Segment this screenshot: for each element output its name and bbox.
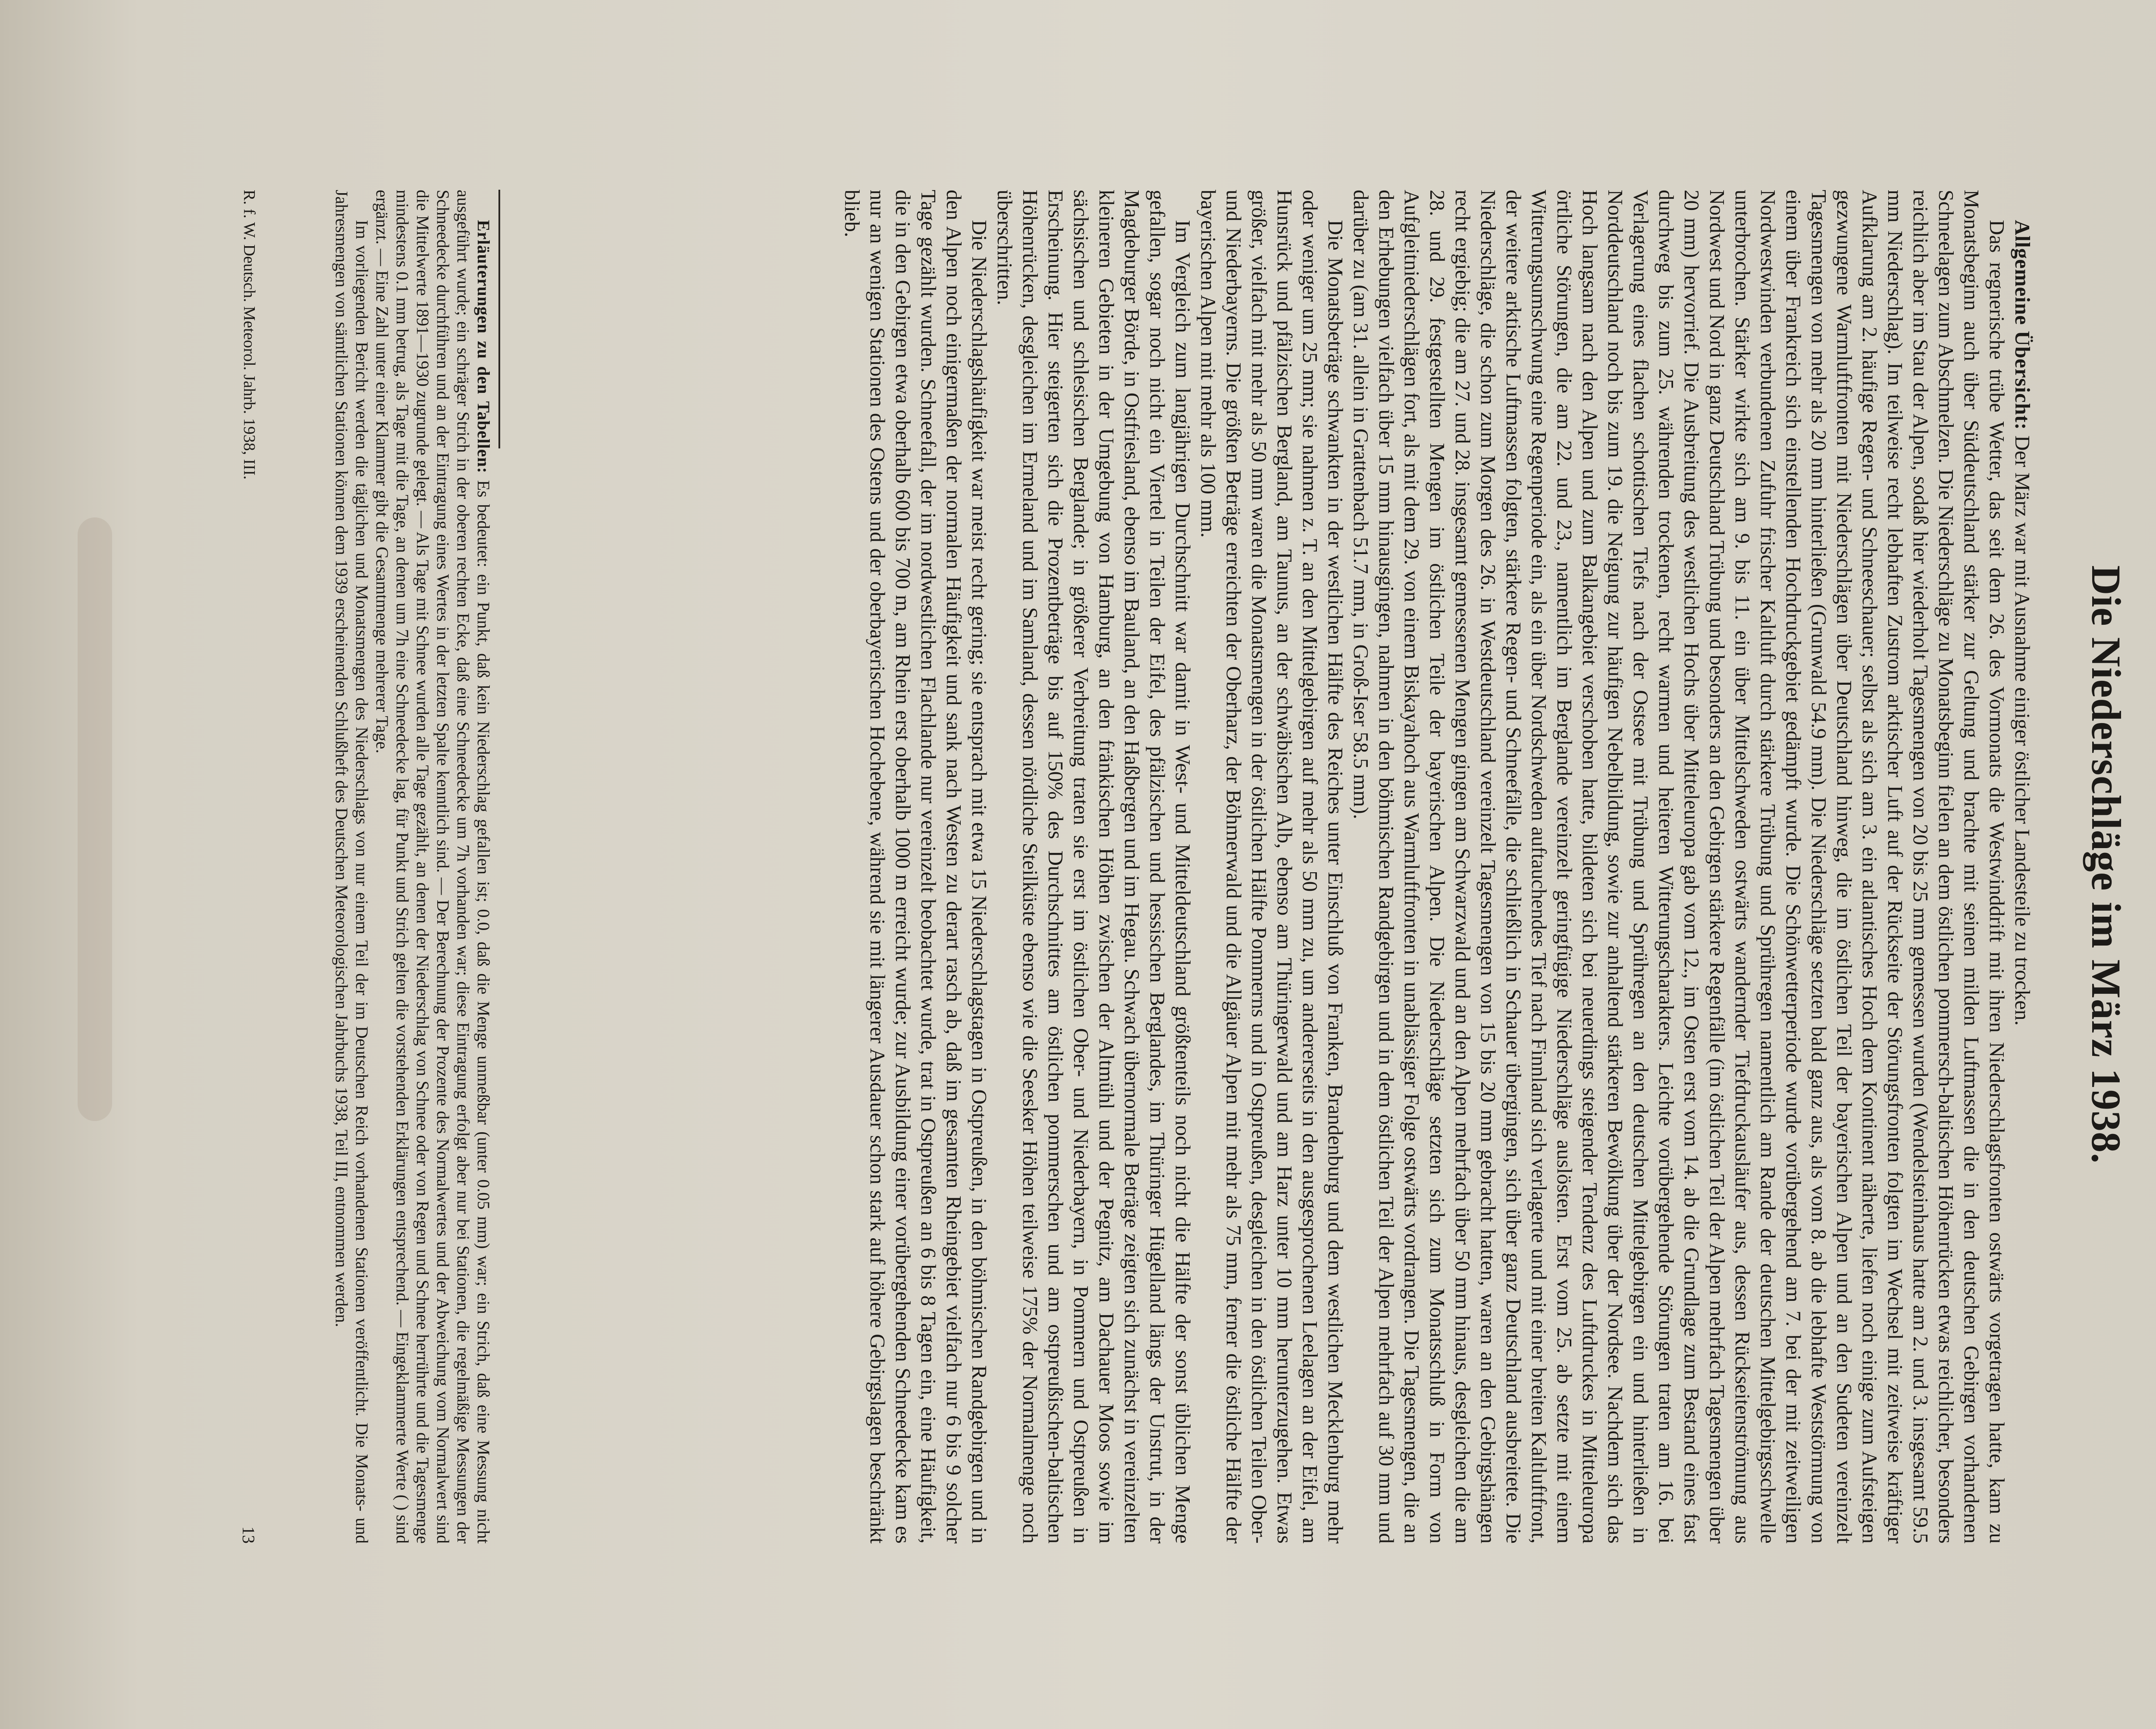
report-body bbox=[840, 190, 2035, 1544]
source-citation: R. f. W. Deutsch. Meteorol. Jahrb. 1938, III. bbox=[240, 190, 258, 480]
notes-paragraph-stations: Im vorliegenden Bericht werden die täglichen und Monatsmengen des Niederschlags von nur einem Teil der im Deutschen Reich vorhandenen Stationen veröffentlicht. Die Monats- und Jahresmengen von sämtlichen Stationen können dem 1939 erscheinenden Schlußheft des Deutschen Meteorologischen Jahrbuchs 1938, Teil III, entnommen werden. bbox=[332, 190, 372, 1544]
paragraph-frequency: Die Niederschlagshäufigkeit war meist recht gering; sie entsprach mit etwa 15 Niederschlagstagen in Ostpreußen, in den böhmischen Randgebirgen und in den Alpen noch einigermaßen der normalen Häufigkeit und sank nach Westen zu derart rasch ab, daß im gesamten Rheingebiet vielfach nur 6 bis 9 solcher Tage gezählt wurden. Schneefall, der im nordwestlichen Flachlande nur vereinzelt beobachtet wurde, trat in Ostpreußen an 6 bis 8 Tagen ein, eine Häufigkeit, die in den Gebirgen etwa oberhalb 600 bis 700 m, am Rhein erst oberhalb 1000 m erreicht wurde; zur Ausbildung einer vorübergehenden Schneedecke kam es nur an wenigen Stationen des Ostens und der oberbayerischen Hochebene, während sie mit längerer Ausdauer schon stark auf höhere Gebirgslagen beschränkt blieb. bbox=[840, 190, 991, 1544]
paragraph-monthly-amounts: Die Monatsbeträge schwankten in der westlichen Hälfte des Reiches unter Einschluß von Franken, Brandenburg und dem westlichen Mecklenburg mehr oder weniger um 25 mm; sie nahmen z. T. an den Mittelgebirgen auf mehr als 50 mm zu, um andererseits in den ausgesprochenen Leelagen an der Eifel, am Hunsrück und pfälzischen Bergland, am Taunus, an der schwäbischen Alb, ebenso am Thüringerwald und am Harz unter 10 mm herunterzugehen. Etwas größer, vielfach mit mehr als 50 mm waren die Monatsmengen in der östlichen Hälfte Pommerns und in Ostpreußen, desgleichen in den östlichen Teilen Ober- und Niederbayerns. Die größten Beträge erreichten der Oberharz, der Böhmerwald und die Allgäuer Alpen mit mehr als 75 mm, ferner die östliche Hälfte der bayerischen Alpen mit mehr als 100 mm. bbox=[1197, 190, 1348, 1544]
notes-heading: Erläuterungen zu den Tabellen: bbox=[474, 220, 493, 474]
document-title: Die Niederschläge im März 1938. bbox=[2083, 565, 2129, 1164]
section-runin-heading: Allgemeine Übersicht: bbox=[2011, 220, 2034, 430]
table-notes bbox=[332, 190, 494, 1544]
paragraph-text: Der März war mit Ausnahme einiger östlicher Landesteile zu trocken. bbox=[2011, 435, 2034, 1026]
notes-paragraph-explanations bbox=[372, 190, 494, 1544]
notes-text: Es bedeutet: ein Punkt, daß kein Niederschlag gefallen ist; 0.0, daß die Menge unmeßbar (unter 0.05 mm) war; ein Strich, daß eine Messung nicht ausgeführt wurde; ein schräger Strich in der oberen rechten Ecke, daß eine Schneedecke um 7h vorhanden war; diese Eintragung erfolgt aber nur bei Stationen, die regelmäßige Messungen der Schneedecke durchführen und an der Eintragung eines Wertes in der letzten Spalte kenntlich sind. — Der Berechnung der Prozente des Normalwertes und der Abweichung vom Normalwert sind die Mittelwerte 1891—1930 zugrunde gelegt. — Als Tage mit Schnee wurden alle Tage gezählt, an denen der Niederschlag von Schnee oder von Regen und Schnee herrührte und die Tagesmenge mindestens 0.1 mm betrug, als Tage mit die Tage, an denen um 7h eine Schneedecke lag, für Punkt und Strich gelten die vorstehenden Erklärungen entsprechend. — Eingeklammerte Werte ( ) sind ergänzt. — Eine Zahl unter einer Klammer gibt die Gesamtmenge mehrerer Tage. bbox=[373, 190, 493, 1544]
footnote-rule bbox=[498, 190, 500, 448]
paragraph-overview bbox=[2010, 190, 2035, 1544]
page-number: 13 bbox=[239, 1526, 258, 1544]
paragraph-comparison-average: Im Vergleich zum langjährigen Durchschnitt war damit in West- und Mitteldeutschland größtenteils noch nicht die Hälfte der sonst üblichen Menge gefallen, sogar noch nicht ein Viertel in Teilen der Eifel, des pfälzischen und hessischen Berglandes, im Thüringer Hügelland längs der Unstrut, in der Magdeburger Börde, in Ostfriesland, ebenso im Bauland, an den Haßbergen und im Hegau. Schwach übernormale Beträge zeigten sich zunächst in vereinzelten kleineren Gebieten in der Umgebung von Hamburg, an den fränkischen Höhen zwischen der Altmühl und der Pegnitz, am Dachauer Moos sowie im sächsischen und schlesischen Berglande; in größerer Verbreitung traten sie erst im östlichen Ober- und Niederbayern, in Pommern und Ostpreußen in Erscheinung. Hier steigerten sich die Prozentbeträge bis auf 150% des Durchschnittes am östlichen pommerschen und am ostpreußischen-baltischen Höhenrücken, desgleichen im Ermeland und im Samland, dessen nördliche Steilküste ebenso wie die Seesker Höhen teilweise 175% der Normalmenge noch überschritten. bbox=[993, 190, 1195, 1544]
paper-stain bbox=[78, 517, 112, 1121]
paragraph-weather-course: Das regnerische trübe Wetter, das seit dem 26. des Vormonats die Westwinddrift mit ihren Niederschlagsfronten ostwärts vorgetragen hatte, kam zu Monatsbeginn auch über Süddeutschland stärker zur Geltung und brachte mit seinen milden Luftmassen die in den deutschen Gebirgen vorhandenen Schneelagen zum Abschmelzen. Die Niederschläge zu Monatsbeginn fielen an dem östlichen pommersch-baltischen Höhenrücken etwas reichlicher, besonders reichlich aber im Stau der Alpen, sodaß hier wiederholt Tagesmengen von 20 bis 25 mm gemessen wurden (Wendelsteinhaus hatte am 2. und 3. insgesamt 59.5 mm Niederschlag). Im teilweise recht lebhaften Zustrom arktischer Luft auf der Rückseite der Störungsfronten folgten im Wechsel mit zeitweise kräftiger Aufklarung am 2. häufige Regen- und Schneeschauer; selbst als sich am 3. ein atlantisches Hoch dem Kontinent näherte, liefen noch einige zum Aufsteigen gezwungene Warmluftfronten mit Niederschlägen über Deutschland hinweg, die im östlichen Teil der bayerischen Alpen und an den Sudeten vereinzelt Tagesmengen von mehr als 20 mm hinterließen (Grunwald 54.9 mm). Die Niederschläge setzten bald ganz aus, als vom 8. ab die lebhafte Weststörmung von einem über Frankreich sich einstellenden Hochdruckgebiet gedämpft wurde. Die Schönwetterperiode wurde vorübergehend am 7. bei der mit zeitweiligen Nordwestwinden verbundenen Zufuhr frischer Kaltluft durch stärkere Trübung und Sprühregen namentlich am Rande der deutschen Mittelgebirgsschwelle unterbrochen. Stärker wirkte sich am 9. bis 11. ein über Mittelschweden ostwärts wandernder Tiefdruckausläufer aus, dessen Rückseitenströmung aus Nordwest und Nord in ganz Deutschland Trübung und besonders an den Gebirgen stärkere Regenfälle (im östlichen Teil der Alpen mehrfach Tagesmengen über 20 mm) hervorrief. Die Ausbreitung des westlichen Hochs über Mitteleuropa gab vom 12., im Osten erst vom 14. ab die Grundlage zum Bestand eines fast durchweg bis zum 25. währenden trockenen, recht warmen und heiteren Witterungscharakters. Leichte vorübergehende Störungen traten am 16. bei Verlagerung eines flachen schottischen Tiefs nach der Ostsee mit Trübung und Sprühregen an den deutschen Mittelgebirgen ein und hinterließen in Norddeutschland noch bis zum 19. die Neigung zur häufigen Nebelbildung, sowie zur anhaltend stärkeren Bewölkung über der Nordsee. Nachdem sich das Hoch langsam nach den Alpen und zum Balkangebiet verschoben hatte, bildeten sich bei neuerdings steigender Tendenz des Luftdruckes in Mitteleuropa örtliche Störungen, die am 22. und 23., namentlich im Berglande vereinzelt geringfügige Niederschläge auslösten. Erst vom 25. ab setzte mit einem Witterungsumschwung eine Regenperiode ein, als ein über Nordschweden auftauchendes Tief nach Finnland sich verlagerte und mit einer breiten Kaltluftfront, der weitere arktische Luftmassen folgten, stärkere Regen- und Schneefälle, die schließlich in Schauer übergingen, sich über ganz Deutschland ausbreitete. Die Niederschläge, die schon zum Morgen des 26. in Westdeutschland vereinzelt Tagesmengen von 15 bis 20 mm gebracht hatten, waren an den Gebirgshängen recht ergiebig; die am 27. und 28. insgesamt gemessenen Mengen gingen am Schwarzwald und an den Alpen mehrfach über 50 mm hinaus, desgleichen die am 28. und 29. festgestellten Mengen im östlichen Teile der bayerischen Alpen. Die Niederschläge setzten sich zum Monatsschluß in Form von Aufgleitniederschlägen fort, als mit dem 29. von einem Biskayahoch aus Warmluftfronten in unablässiger Folge ostwärts vordrangen. Die Tagesmengen, die an den Erhebungen vielfach über 15 mm hinausgingen, nahmen in den böhmischen Randgebirgen und in dem östlichen Teil der Alpen mehrfach auf 30 mm und darüber zu (am 31. allein in Grattenbach 51.7 mm, in Groß-Iser 58.5 mm). bbox=[1349, 190, 2009, 1544]
